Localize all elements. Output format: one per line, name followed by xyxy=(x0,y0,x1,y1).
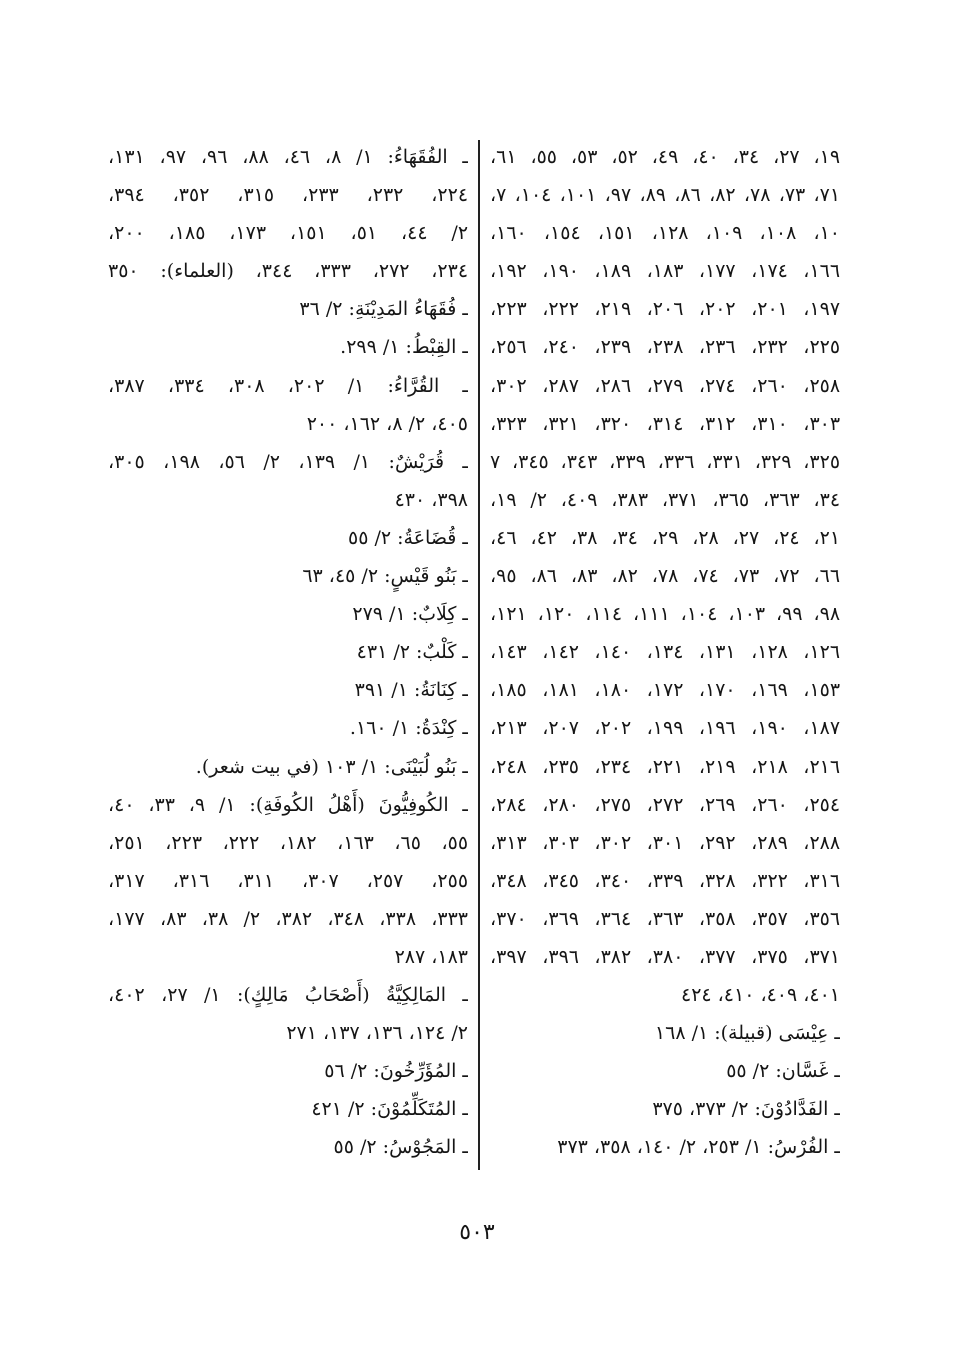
index-entry-line: ٢٢٥، ٢٣٢، ٢٣٦، ٢٣٨، ٢٣٩، ٢٤٠، ٢٥٦، xyxy=(490,336,840,359)
index-entry-line: ٣٧١، ٣٧٥، ٣٧٧، ٣٨٠، ٣٨٢، ٣٩٦، ٣٩٧، xyxy=(490,945,840,968)
index-entry-line: ٢١، ٢٤، ٢٧، ٢٨، ٢٩، ٣٤، ٣٨، ٤٢، ٤٦، xyxy=(490,526,840,549)
index-entry-line: ٢٥٤، ٢٦٠، ٢٦٩، ٢٧٢، ٢٧٥، ٢٨٠، ٢٨٤، xyxy=(490,793,840,816)
index-entry-line: ـ المُؤَرِّخُونَ: ٢/ ٥٦ xyxy=(324,1060,468,1083)
index-entry-line: ١٩، ٢٧، ٣٤، ٤٠، ٤٩، ٥٢، ٥٣، ٥٥، ٦١، xyxy=(490,146,840,168)
index-entry-line: ٣٣٣، ٣٣٨، ٣٤٨، ٣٨٢، ٢/ ٣٨، ٨٣، ١٧٧، xyxy=(108,907,468,930)
index-entry-line: ـ بَنُو قَيْسٍ: ٢/ ٤٥، ٦٣ xyxy=(302,565,468,588)
column-divider xyxy=(478,140,480,1170)
page-number: ٥٠٣ xyxy=(459,1220,495,1245)
index-entry-line: ٢٢٤، ٢٣٢، ٢٣٣، ٣١٥، ٣٥٢، ٣٩٤، xyxy=(108,184,468,207)
index-entry-line: ٢٣٤، ٢٧٢، ٣٣٣، ٣٤٤، (العلماء): ٣٥٠ xyxy=(108,260,468,283)
index-entry-line: ٤٠١، ٤٠٩، ٤١٠، ٤٢٤ xyxy=(680,984,840,1007)
index-entry-line: ـ الكُوفِيُّونَ (أَهْلُ الكُوفَةِ): ١/ ٩، ٣٣، ٤٠، xyxy=(108,793,468,816)
index-entry-line: ٣٠٣، ٣١٠، ٣١٢، ٣١٤، ٣٢٠، ٣٢١، ٣٢٣، xyxy=(490,412,840,435)
index-entry-line: ـ الفُقَهَاءُ: ١/ ٨، ٤٦، ٨٨، ٩٦، ٩٧، ١٣١، xyxy=(108,146,468,168)
index-entry-line: ـ الفَدَّادُوْنَ: ٢/ ٣٧٣، ٣٧٥ xyxy=(652,1098,840,1121)
index-entry-line: ـ عِيْسَى (قبيلة): ١/ ١٦٨ xyxy=(654,1022,840,1045)
index-entry-line: ـ القُرَّاءُ: ١/ ٢٠٢، ٣٠٨، ٣٣٤، ٣٨٧، xyxy=(108,374,468,397)
index-entry-line: ـ كِلَابٌ: ١/ ٢٧٩ xyxy=(352,603,468,626)
index-entry-line: ١٢٦، ١٢٨، ١٣١، ١٣٤، ١٤٠، ١٤٢، ١٤٣، xyxy=(490,641,840,664)
index-entry-line: ـ القِبْطُ: ١/ ٢٩٩. xyxy=(340,336,468,359)
index-entry-line: ٣٥٦، ٣٥٧، ٣٥٨، ٣٦٣، ٣٦٤، ٣٦٩، ٣٧٠، xyxy=(490,907,840,930)
index-entry-line: ٧١، ٧٣، ٧٨، ٨٢، ٨٦، ٨٩، ٩٧، ١٠١، ١٠٤، ٧، xyxy=(490,184,840,207)
index-entry-line: ـ كَلْبٌ: ٢/ ٤٣١ xyxy=(356,641,468,664)
index-entry-line: ١٨٧، ١٩٠، ١٩٦، ١٩٩، ٢٠٢، ٢٠٧، ٢١٣، xyxy=(490,717,840,740)
index-entry-line: ـ قُضَاعَةُ: ٢/ ٥٥ xyxy=(347,526,468,549)
index-entry-line: ٣٢٥، ٣٢٩، ٣٣١، ٣٣٦، ٣٣٩، ٣٤٣، ٣٤٥، ٧ xyxy=(490,450,840,473)
index-entry-line: ٣٤، ٣٦٣، ٣٦٥، ٣٧١، ٣٨٣، ٤٠٩، ٢/ ١٩، xyxy=(490,488,840,511)
index-entry-line: ٢/ ٤٤، ٥١، ١٥١، ١٧٣، ١٨٥، ٢٠٠، xyxy=(108,222,468,245)
index-entry-line: ٢/ ١٢٤، ١٣٦، ١٣٧، ٢٧١ xyxy=(286,1022,468,1045)
left-index-column xyxy=(108,138,468,1167)
index-entry-line: ـ بَنُو لُبَيْنَى: ١/ ١٠٣ (في بيت شعر). xyxy=(195,755,468,778)
index-entry-line: ٩٨، ٩٩، ١٠٣، ١٠٤، ١١١، ١١٤، ١٢٠، ١٢١، xyxy=(490,603,840,626)
index-entry-line: ٣١٦، ٣٢٢، ٣٢٨، ٣٣٩، ٣٤٠، ٣٤٥، ٣٤٨، xyxy=(490,869,840,892)
index-entry-line: ـ غَسَّان: ٢/ ٥٥ xyxy=(726,1060,840,1083)
index-entry-line: ـ المُتَكَلِّمُوْنَ: ٢/ ٤٢١ xyxy=(311,1098,468,1121)
index-entry-line: ٢٥٥، ٢٥٧، ٣٠٧، ٣١١، ٣١٦، ٣١٧، xyxy=(108,869,468,892)
index-entry-line: ٦٦، ٧٢، ٧٣، ٧٤، ٧٨، ٨٢، ٨٣، ٨٦، ٩٥، xyxy=(490,565,840,588)
index-entry-line: ١٠، ١٠٨، ١٠٩، ١٢٨، ١٥١، ١٥٤، ١٦٠، xyxy=(490,222,840,245)
index-entry-line: ١٨٣، ٢٨٧ xyxy=(394,945,468,968)
index-entry-line: ٢٨٨، ٢٨٩، ٢٩٢، ٣٠١، ٣٠٢، ٣٠٣، ٣١٣، xyxy=(490,831,840,854)
index-entry-line: ـ فُقَهَاءُ المَدِيْنَةِ: ٢/ ٣٦ xyxy=(299,298,468,321)
index-entry-line: ١٥٣، ١٦٩، ١٧٠، ١٧٢، ١٨٠، ١٨١، ١٨٥، xyxy=(490,679,840,702)
right-index-column xyxy=(490,138,840,1167)
index-entry-line: ـ كِنَانَةُ: ١/ ٣٩١ xyxy=(354,679,468,702)
index-entry-line: ـ المَجُوْسُ: ٢/ ٥٥ xyxy=(333,1136,468,1159)
index-entry-line: ـ المَالِكِيَّةُ (أَصْحَابُ مَالِكٍ): ١/ ٢٧، ٤٠٢، xyxy=(108,984,468,1007)
index-entry-line: ـ قُرَيْشٌ: ١/ ١٣٩، ٢/ ٥٦، ١٩٨، ٣٠٥، xyxy=(108,450,468,473)
index-entry-line: ٢٥٨، ٢٦٠، ٢٧٤، ٢٧٩، ٢٨٦، ٢٨٧، ٣٠٢، xyxy=(490,374,840,397)
index-entry-line: ١٦٦، ١٧٤، ١٧٧، ١٨٣، ١٨٩، ١٩٠، ١٩٢، xyxy=(490,260,840,283)
index-entry-line: ـ الفُرْسُ: ١/ ٢٥٣، ٢/ ١٤٠، ٣٥٨، ٣٧٣ xyxy=(557,1136,840,1159)
index-entry-line: ٤٠٥، ٢/ ٨، ١٦٢، ٢٠٠ xyxy=(306,412,468,435)
index-entry-line: ٥٥، ٦٥، ١٦٣، ١٨٢، ٢٢٢، ٢٢٣، ٢٥١، xyxy=(108,831,468,854)
index-entry-line: ٣٩٨، ٤٣٠ xyxy=(394,488,468,511)
index-entry-line: ـ كِنْدَةُ: ١/ ١٦٠. xyxy=(349,717,468,740)
index-entry-line: ١٩٧، ٢٠١، ٢٠٢، ٢٠٦، ٢١٩، ٢٢٢، ٢٢٣، xyxy=(490,298,840,321)
index-entry-line: ٢١٦، ٢١٨، ٢١٩، ٢٢١، ٢٣٤، ٢٣٥، ٢٤٨، xyxy=(490,755,840,778)
